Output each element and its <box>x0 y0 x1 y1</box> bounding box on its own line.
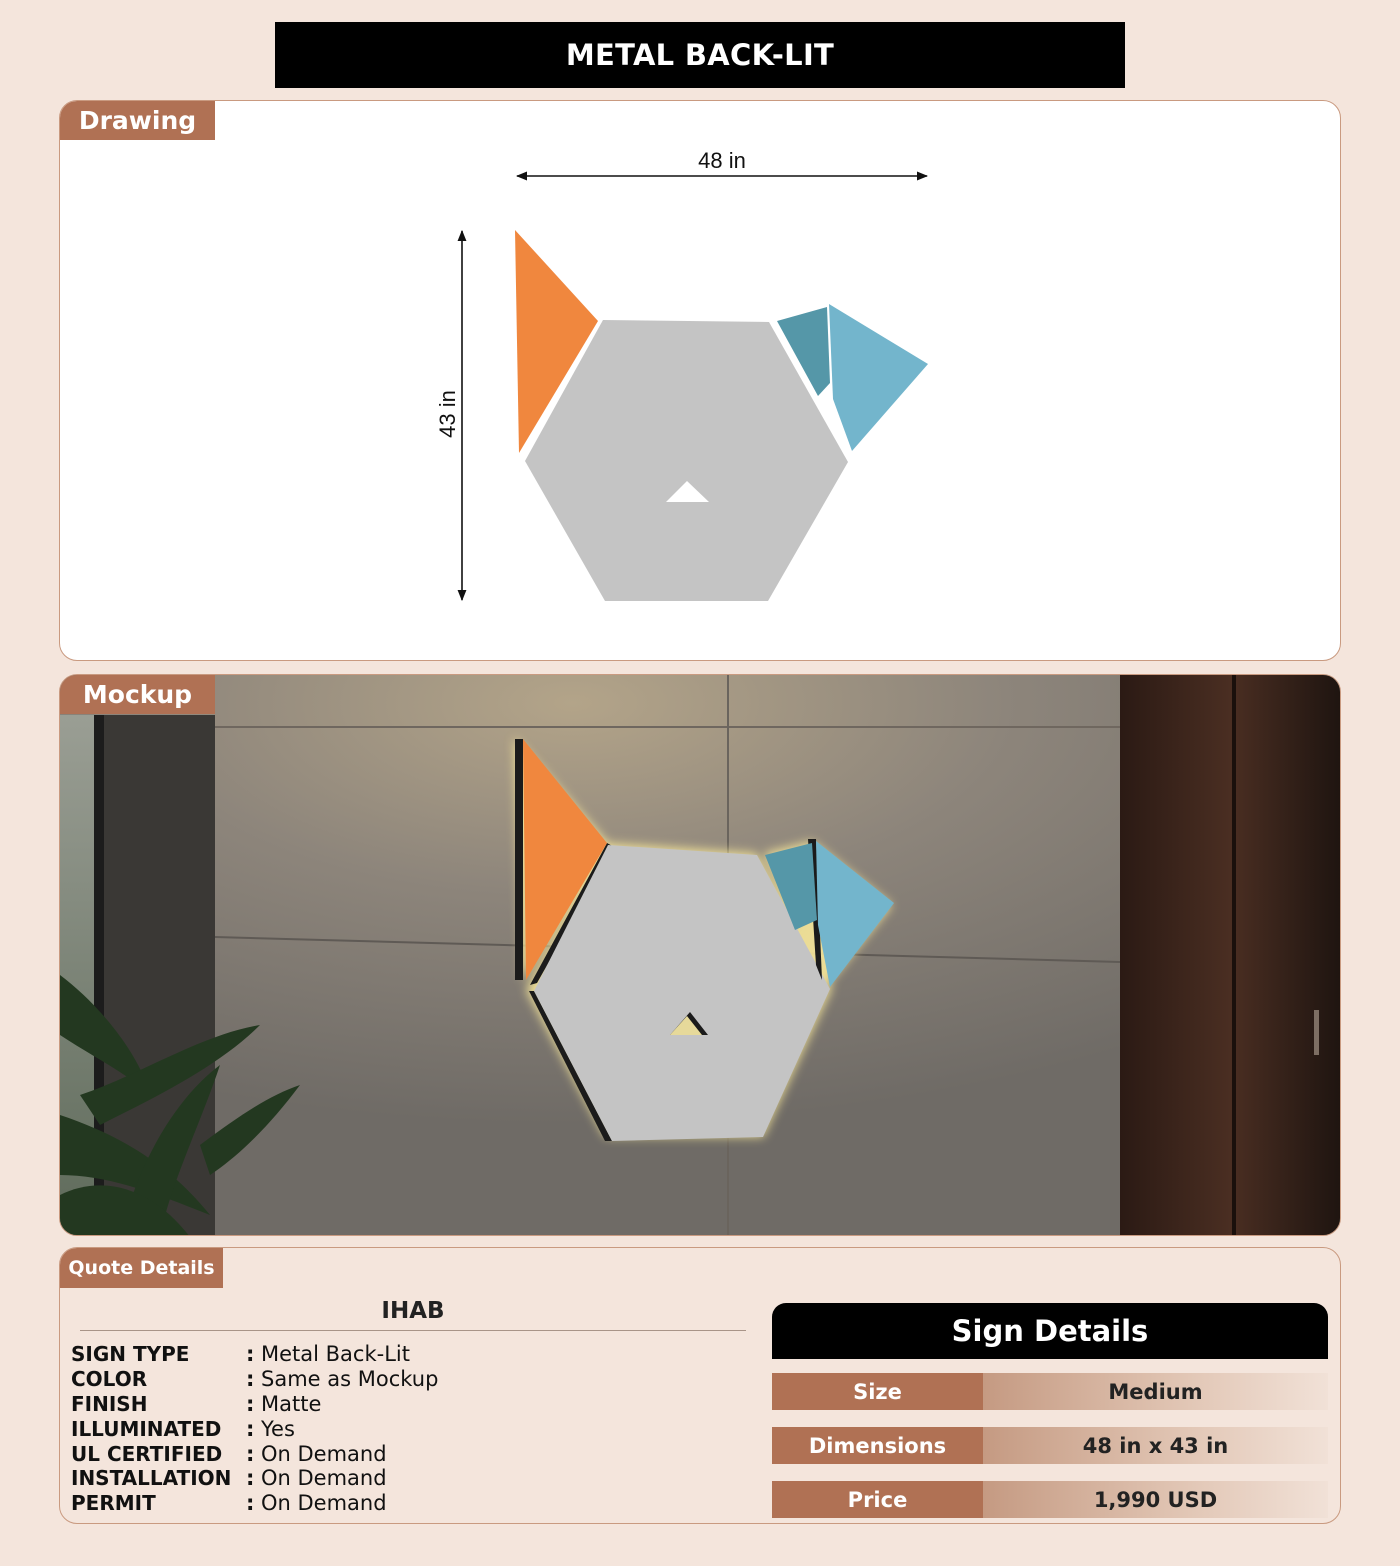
sign-detail-value: 48 in x 43 in <box>983 1427 1328 1464</box>
spec-row-illuminated <box>71 1416 438 1441</box>
sign-detail-row-price <box>772 1481 1328 1518</box>
spec-colon: : <box>246 1441 255 1466</box>
spec-key: FINISH <box>71 1391 148 1416</box>
spec-value: Matte <box>261 1391 322 1416</box>
spec-value: On Demand <box>261 1466 387 1491</box>
customer-name: IHAB <box>381 1298 445 1324</box>
height-dimension-label: 43 in <box>435 390 460 438</box>
spec-value: Yes <box>261 1416 295 1441</box>
spec-key: ILLUMINATED <box>71 1416 222 1441</box>
sign-detail-row-size <box>772 1373 1328 1410</box>
sign-detail-row-dimensions <box>772 1427 1328 1464</box>
spec-colon: : <box>246 1367 255 1392</box>
sign-detail-label: Dimensions <box>772 1427 983 1464</box>
spec-value: Metal Back-Lit <box>261 1342 410 1367</box>
spec-list <box>71 1342 438 1516</box>
spec-colon: : <box>246 1466 255 1491</box>
spec-colon: : <box>246 1342 255 1367</box>
sign-detail-value: Medium <box>983 1373 1328 1410</box>
spec-colon: : <box>246 1491 255 1516</box>
spec-key: PERMIT <box>71 1491 156 1516</box>
spec-row-color <box>71 1367 438 1392</box>
spec-row-installation <box>71 1466 438 1491</box>
mockup-panel <box>59 674 1341 1236</box>
spec-key: UL CERTIFIED <box>71 1441 223 1466</box>
spec-value: On Demand <box>261 1491 387 1516</box>
sign-drawing <box>60 101 1341 661</box>
spec-colon: : <box>246 1416 255 1441</box>
wooden-door <box>1120 675 1341 1236</box>
sign-detail-value: 1,990 USD <box>983 1481 1328 1518</box>
spec-row-sign-type <box>71 1342 438 1367</box>
door-handle <box>1314 1010 1319 1055</box>
spec-value: On Demand <box>261 1441 387 1466</box>
spec-value: Same as Mockup <box>261 1367 439 1392</box>
customer-divider <box>80 1330 746 1331</box>
spec-row-permit <box>71 1491 438 1516</box>
spec-key: INSTALLATION <box>71 1466 232 1491</box>
teal-ear-light-shape <box>829 304 928 451</box>
sign-detail-label: Price <box>772 1481 983 1518</box>
sign-detail-label: Size <box>772 1373 983 1410</box>
quote-details-tab: Quote Details <box>60 1248 223 1288</box>
spec-colon: : <box>246 1391 255 1416</box>
spec-key: COLOR <box>71 1367 148 1392</box>
width-dimension-label: 48 in <box>698 148 746 173</box>
mockup-scene <box>60 675 1341 1236</box>
spec-key: SIGN TYPE <box>71 1342 190 1367</box>
page-title: METAL BACK-LIT <box>275 22 1125 88</box>
spec-row-ul-certified <box>71 1441 438 1466</box>
sign-details-header: Sign Details <box>772 1303 1328 1359</box>
spec-row-finish <box>71 1392 438 1417</box>
drawing-panel <box>59 100 1341 661</box>
mockup-tab: Mockup <box>60 675 215 714</box>
drawing-tab: Drawing <box>60 101 215 140</box>
